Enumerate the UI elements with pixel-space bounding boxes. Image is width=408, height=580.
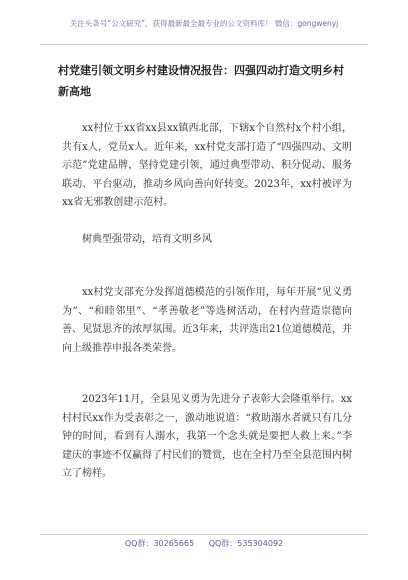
document-title: 村党建引领文明乡村建设情况报告：四强四动打造文明乡村新高地 <box>58 64 344 98</box>
footer-qq-group-2: QQ群：535304092 <box>208 539 284 548</box>
paragraph-role-models: xx村党支部充分发挥道德模范的引领作用，每年开展“见义勇为”、“和睦邻里”、“孝善敬老”等选树活动，在村内营造崇德向善、见贤思齐的浓厚氛围。近3年来，共评选出21位道德模范，并向上级推荐申报各类荣誉。 <box>62 287 352 354</box>
page-header: 关注头条号“公文研究”，获得最新最全最专业的公文资料库！ 微信：gongwenyj <box>69 19 339 28</box>
footer-qq-group-1: QQ群：30265665 <box>124 539 195 548</box>
paragraph-intro: xx村位于xx省xx县xx镇西北部，下辖x个自然村x个村小组，共有x人，党员x人。近年来，xx村党支部打造了“四强四动、文明示范”党建品牌，坚持党建引领，通过典型带动、积分促动、服务联动、平台驱动，推动乡风向善向好转变。2023年，xx村被评为xx省无邪教创建示范村。 <box>62 123 352 208</box>
section-heading: 树典型强带动，培育文明乡风 <box>82 234 212 245</box>
footer-divider <box>40 534 368 535</box>
header-divider <box>40 44 368 45</box>
page-footer <box>0 538 408 549</box>
paragraph-award-event: 2023年11月，全县见义勇为先进分子表彰大会隆重举行。xx村村民xx作为受表彰之一，激动地说道：“救助溺水者就只有几分钟的时间，看到有人溺水，我第一个念头就是要把人救上来。”李建庆的事迹不仅赢得了村民们的赞赏，也在全村乃至全县范围内树立了榜样。 <box>62 394 352 479</box>
